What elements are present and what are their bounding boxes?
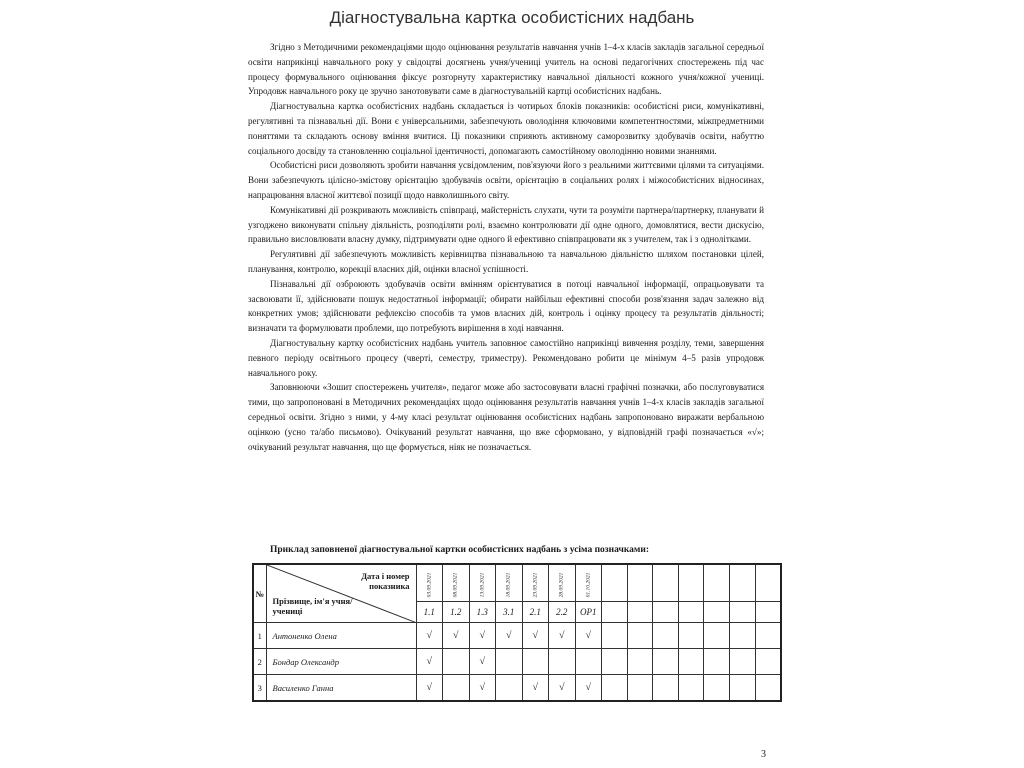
number-header: № [253,564,266,623]
name-header-label: Прізвище, ім'я учня/учениці [272,596,353,616]
empty-date-cell [729,564,755,602]
row-number: 2 [253,649,266,675]
student-name: Бондар Олександр [266,649,416,675]
empty-mark-cell [602,675,628,702]
mark-cell [443,649,470,675]
empty-mark-cell [653,649,679,675]
mark-cell [496,675,523,702]
date-label: 01.10.2021 [585,572,592,598]
indicator-cell: 1.2 [443,602,470,623]
date-cell [416,564,443,602]
indicator-cell: 1.1 [416,602,443,623]
empty-mark-cell [755,649,781,675]
paragraph-notebook: Заповнюючи «Зошит спостережень учителя», педагог може або застосовувати власні графічні позначки, або послуговуватися тими, що запропоновані в Методичних рекомендаціях щодо оцінювання результатів навчання учнів 1–4-х класів закладів загальної середньої освіти. Згідно з ними, у 4-му класі результат оцінювання особистісних надбань запропоновано виражати вербальною оцінкою (усно та/або письмово). Очікуваний результат навчання, що вже сформовано, у відповідній графі позначається «√»; очікуваний результат навчання, що ще формується, ніяк не позначається. [248,382,764,452]
empty-mark-cell [653,675,679,702]
mark-cell [575,649,602,675]
table-caption: Приклад заповненої діагностувальної картки особистісних надбань з усіма позначками: [270,545,650,555]
date-cell [496,564,523,602]
date-label: 03.09.2021 [426,572,433,598]
page-number: 3 [761,749,766,760]
empty-mark-cell [602,623,628,649]
paragraph-cognitive: Пізнавальні дії озброюють здобувачів освіти вмінням орієнтуватися в потоці навчальної інформації, опрацьовувати та засвоювати її, здійснювати пошук недостатньої інформації; обирати найбільш ефективні способи розв'язання задач залежно від конкретних умов; здійснювати рефлексію способів та умов власних дій, контроль і оцінку процесу та результатів діяльності; визначати та формулювати проблеми, що потребують вирішення в ході навчання. [248,278,764,334]
row-number: 3 [253,675,266,702]
mark-cell: √ [416,623,443,649]
empty-mark-cell [729,623,755,649]
date-cell [575,564,602,602]
empty-mark-cell [678,675,704,702]
empty-mark-cell [755,675,781,702]
empty-date-cell [704,564,730,602]
date-cell [522,564,549,602]
mark-cell: √ [469,649,496,675]
indicator-cell: 2.2 [549,602,576,623]
student-name: Антоненко Олена [266,623,416,649]
date-cell [469,564,496,602]
empty-mark-cell [755,623,781,649]
empty-mark-cell [653,623,679,649]
empty-indicator-cell [678,602,704,623]
paragraph-regulative: Регулятивні дії забезпечують можливість керівництва пізнавальною та навчальною діяльністю шляхом постановки цілей, планування, контролю, корекції власних дій, оцінки власної успішності. [248,249,764,274]
empty-date-cell [653,564,679,602]
mark-cell: √ [443,623,470,649]
mark-cell: √ [469,623,496,649]
mark-cell: √ [549,623,576,649]
paragraph-communicative: Комунікативні дії розкривають можливість співпраці, майстерність слухати, чути та розуміти партнера/партнерку, планувати й узгоджено виконувати спільну діяльність, розподіляти ролі, взаємно контролювати дії одне одного, домовлятися, вести дискусію, правильно висловлювати власну думку, підтримувати одне одного й ефективно співпрацювати як з учителем, так і з однолітками. [248,204,764,245]
empty-indicator-cell [755,602,781,623]
empty-mark-cell [627,623,653,649]
date-header-label: Дата і номер показника [361,571,410,591]
name-date-header [266,564,416,623]
student-row [253,623,781,649]
date-label: 23.09.2021 [532,572,539,598]
indicator-cell: 3.1 [496,602,523,623]
mark-cell: √ [549,675,576,702]
empty-mark-cell [678,623,704,649]
indicator-cell: ОР1 [575,602,602,623]
mark-cell: √ [416,675,443,702]
date-label: 08.09.2021 [452,572,459,598]
empty-mark-cell [627,675,653,702]
diagnostic-table [252,563,782,702]
date-label: 28.09.2021 [558,572,565,598]
empty-indicator-cell [729,602,755,623]
student-name: Василенко Ганна [266,675,416,702]
empty-indicator-cell [602,602,628,623]
empty-mark-cell [602,649,628,675]
empty-mark-cell [704,649,730,675]
empty-date-cell [755,564,781,602]
row-number: 1 [253,623,266,649]
date-label: 13.09.2021 [479,572,486,598]
header-row-dates [253,564,781,602]
student-row [253,675,781,702]
mark-cell: √ [496,623,523,649]
empty-mark-cell [678,649,704,675]
body-text [248,40,764,454]
mark-cell [443,675,470,702]
empty-mark-cell [627,649,653,675]
empty-mark-cell [729,649,755,675]
paragraph-blocks: Діагностувальна картка особистісних надбань складається із чотирьох блоків показників: особистісні риси, комунікативні, регулятивні та пізнавальні дії. Вони є універсальними, забезпечують оволодіння ключовими компетентностями, міжпредметними поняттями та складають основу вміння вчитися. Ці показники сприяють активному саморозвитку здобувачів освіти, набуттю соціального досвіду та становленню соціальної ідентичності, допомагають самостійному оволодінню новими знаннями. [248,101,764,156]
indicator-cell: 2.1 [522,602,549,623]
mark-cell: √ [522,623,549,649]
empty-mark-cell [704,623,730,649]
empty-date-cell [602,564,628,602]
empty-indicator-cell [704,602,730,623]
mark-cell [496,649,523,675]
indicator-cell: 1.3 [469,602,496,623]
empty-indicator-cell [627,602,653,623]
mark-cell: √ [575,623,602,649]
empty-date-cell [627,564,653,602]
mark-cell: √ [575,675,602,702]
date-label: 18.09.2021 [505,572,512,598]
mark-cell: √ [522,675,549,702]
paragraph-personal-traits: Особистісні риси дозволяють зробити навчання усвідомленим, пов'язуючи його з реальними життєвими цілями та ситуаціями. Вони забезпечують цілісно-змістову орієнтацію здобувачів освіти, орієнтацію в соціальних ролях і міжособистісних відносинах, напрацювання власної життєвої позиції щодо навколишнього світу. [248,160,764,200]
empty-date-cell [678,564,704,602]
empty-mark-cell [704,675,730,702]
mark-cell [549,649,576,675]
empty-indicator-cell [653,602,679,623]
mark-cell: √ [416,649,443,675]
student-row [253,649,781,675]
empty-mark-cell [729,675,755,702]
mark-cell: √ [469,675,496,702]
paragraph-filling: Діагностувальну картку особистісних надбань учитель заповнює самостійно наприкінці вивчення розділу, теми, завершення певного періоду освітнього процесу (чверті, семестру, триместру). Рекомендовано робити це мінімум 4–5 разів упродовж навчального року. [248,337,764,378]
date-cell [443,564,470,602]
mark-cell [522,649,549,675]
paragraph-intro: Згідно з Методичними рекомендаціями щодо оцінювання результатів навчання учнів 1–4-х класів закладів загальної середньої освіти наприкінці навчального року у свідоцтві досягнень учня/учениці учитель на основі педагогічних спостережень під час процесу формувального оцінювання фіксує розгорнуту характеристику навчальної діяльності кожного учня/кожної учениці. Упродовж навчального року це зручно занотовувати саме в діагностувальній картці особистісних надбань. [248,42,764,97]
date-cell [549,564,576,602]
page-title: Діагностувальна картка особистісних надбань [329,8,695,27]
